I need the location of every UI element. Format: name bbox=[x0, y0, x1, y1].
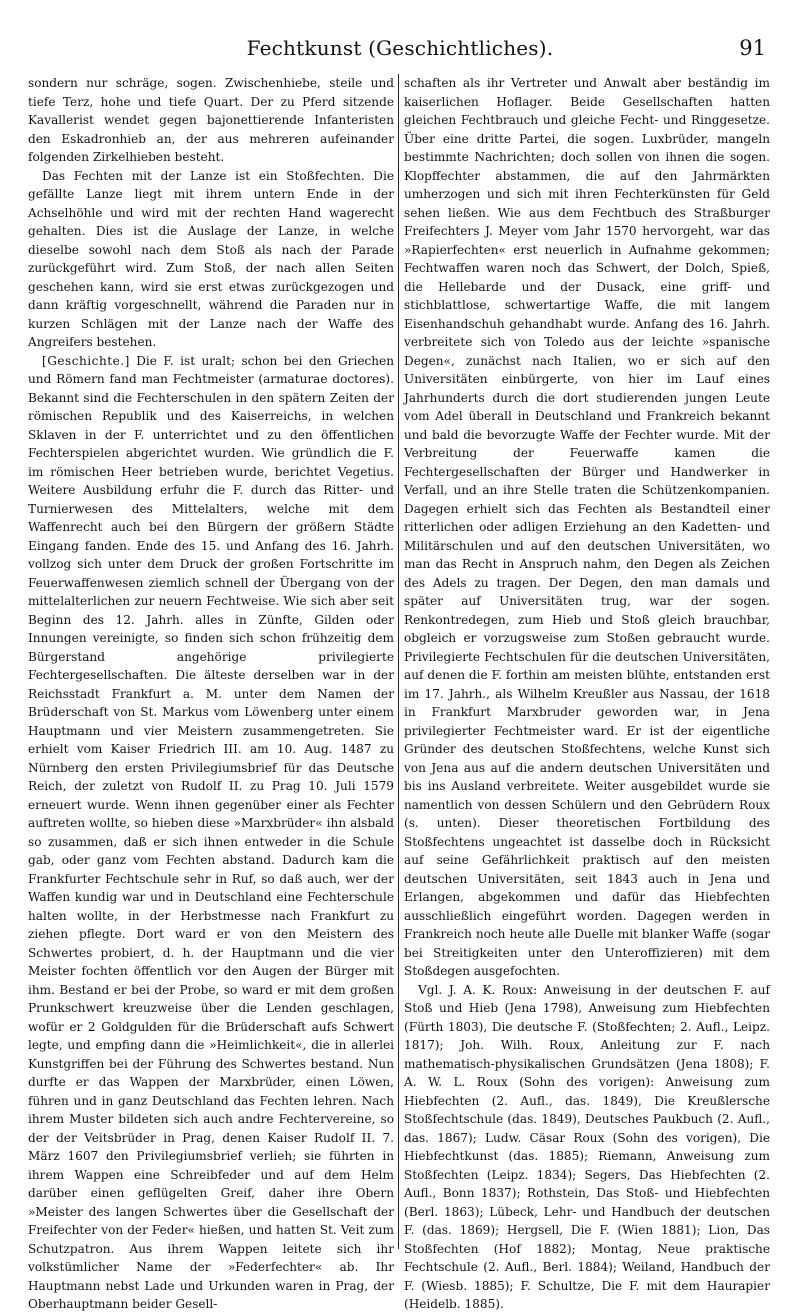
right-column bbox=[404, 74, 770, 1311]
right-paragraph-2-bibliography: Vgl. J. A. K. Roux: Anweisung in der deutschen F. auf Stoß und Hieb (Jena 1798), Anweisung zum Hiebfechten (Fürth 1803), Die deutsche F. (Stoßfechten; 2. Aufl., Leipz. 1817); Joh. Wilh. Roux, Anleitung zur F. nach mathematisch-physikalischen Grundsätzen (Jena 1808); F. A. W. L. Roux (Sohn des vorigen): Anweisung zum Hiebfechten (2. Aufl., das. 1849), Die Kreußlersche Stoßfechtschule (das. 1849), Deutsches Paukbuch (2. Aufl., das. 1867); Ludw. Cäsar Roux (Sohn des vorigen), Die Hiebfechtkunst (das. 1885); Riemann, Anweisung zum Stoßfechten (Leipz. 1834); Segers, Das Hiebfechten (2. Aufl., Bonn 1837); Rothstein, Das Stoß- und Hiebfechten (Berl. 1863); Lübeck, Lehr- und Handbuch der deutschen F. (das. 1869); Hergsell, Die F. (Wien 1881); Lion, Das Stoßfechten (Hof 1882); Montag, Neue praktische Fechtschule (2. Aufl., Berl. 1884); Weiland, Handbuch der F. (Wiesb. 1885); F. Schultze, Die F. mit dem Haurapier (Heidelb. 1885). bbox=[404, 982, 770, 1311]
section-label-geschichte: [Geschichte.] bbox=[42, 353, 130, 368]
left-column bbox=[28, 74, 394, 1311]
left-paragraph-1: sondern nur schräge, sogen. Zwischenhiebe, steile und tiefe Terz, hohe und tiefe Quart. Der zu Pferd sitzende Kavallerist wendet gegen bajonettierende Infanteristen den Eskadronhieb an, der aus mehreren aufeinander folgenden Zirkelhieben besteht. bbox=[28, 76, 394, 164]
left-paragraph-2: Das Fechten mit der Lanze ist ein Stoßfechten. Die gefällte Lanze liegt mit ihrem untern Ende in der Achselhöhle und wird mit der rechten Hand wagerecht gehalten. Dies ist die Auslage der Lanze, in welche dieselbe sowohl nach dem Stoß als nach der Parade zurückgeführt wird. Zum Stoß, der nach allen Seiten geschehen kann, wird sie erst etwas zurückgezogen und dann kräftig vorgeschnellt, während die Paraden nur in kurzen Schlägen mit der Lanze nach der Waffe des Angreifers bestehen. bbox=[28, 168, 394, 349]
left-paragraph-3 bbox=[28, 352, 394, 1314]
column-divider bbox=[398, 74, 399, 1249]
page-header bbox=[28, 36, 772, 70]
page-number: 91 bbox=[739, 36, 766, 60]
right-paragraph-1: schaften als ihr Vertreter und Anwalt aber beständig im kaiserlichen Hoflager. Beide Gesellschaften hatten gleichen Fechtbrauch und gleiche Fecht- und Ringgesetze. Über eine dritte Partei, die sogen. Luxbrüder, mangeln bestimmte Nachrichten; doch sollen von ihnen die sogen. Klopffechter abstammen, die auf den Jahrmärkten umherzogen und sich mit ihren Fechterkünsten für Geld sehen ließen. Wie aus dem Fechtbuch des Straßburger Freifechters J. Meyer vom Jahr 1570 hervorgeht, war das »Rapierfechten« erst neuerlich in Aufnahme gekommen; Fechtwaffen waren noch das Schwert, der Dolch, Spieß, die Hellebarde und der Dusack, eine griff- und stichblattlose, schwertartige Waffe, die mit langem Eisenhandschuh gehandhabt wurde. Anfang des 16. Jahrh. verbreitete sich von Toledo aus der leichte »spanische Degen«, zunächst nach Italien, wo er sich auf den Universitäten einbürgerte, von hier im Lauf eines Jahrhunderts durch die dort studierenden jungen Leute vom Adel überall in Deutschland und Frankreich bekannt und bald die bevorzugte Waffe der Fechter wurde. Mit der Verbreitung der Feuerwaffe kamen die Fechtergesellschaften der Bürger und Handwerker in Verfall, und an ihre Stelle traten die Schützenkompanien. Dagegen erhielt sich das Fechten als Bestandteil einer ritterlichen oder adligen Erziehung an den Kadetten- und Militärschulen und auf den deutschen Universitäten, wo man das Recht in Anspruch nahm, den Degen als Zeichen des Adels zu tragen. Der Degen, den man damals und später auf Universitäten trug, war der sogen. Renkontredegen, zum Hieb und Stoß gleich brauchbar, obgleich er vorzugsweise zum Stoßen gebraucht wurde. Privilegierte Fechtschulen für die deutschen Universitäten, auf denen die F. forthin am meisten blühte, entstanden erst im 17. Jahrh., als Wilhelm Kreußler aus Nassau, der 1618 in Frankfurt Marxbruder geworden war, in Jena privilegierter Fechtmeister ward. Er ist der eigentliche Gründer des deutschen Stoßfechtens, welche Kunst sich von Jena aus auf die andern deutschen Universitäten und bis ins Ausland verbreitete. Weiter ausgebildet wurde sie namentlich von dessen Schülern und den Gebrüdern Roux (s. unten). Dieser theoretischen Fortbildung des Stoßfechtens ungeachtet ist dasselbe doch in Rücksicht auf seine Gefährlichkeit praktisch auf den meisten deutschen Universitäten, seit 1843 auch in Jena und Erlangen, abgekommen und dafür das Hiebfechten ausschließlich eingeführt worden. Dagegen werden in Frankreich noch heute alle Duelle mit blanker Waffe (sogar bei Streitigkeiten unter den Unteroffizieren) mit dem Stoßdegen ausgefochten. bbox=[404, 76, 770, 978]
left-paragraph-3-text: Die F. ist uralt; schon bei den Griechen und Römern fand man Fechtmeister (armaturae doctores). Bekannt sind die Fechterschulen in den spätern Zeiten der römischen Republik und des Kaiserreichs, in welchen Sklaven in der F. unterrichtet und zu den öffentlichen Fechterspielen abgerichtet wurden. Wie gründlich die F. im römischen Heer betrieben wurde, berichtet Vegetius. Weitere Ausbildung erfuhr die F. durch das Ritter- und Turnierwesen des Mittelalters, welche mit dem Waffenrecht auch bei den Bürgern der größern Städte Eingang fanden. Ende des 15. und Anfang des 16. Jahrh. vollzog sich unter dem Druck der großen Fortschritte im Feuerwaffenwesen ziemlich schnell der Übergang von der mittelalterlichen zur neuern Fechtweise. Wie sich aber seit Beginn des 12. Jahrh. alles in Zünfte, Gilden oder Innungen vereinigte, so finden sich schon frühzeitig dem Bürgerstand angehörige privilegierte Fechtergesellschaften. Die älteste derselben war in der Reichsstadt Frankfurt a. M. unter dem Namen der Brüderschaft von St. Markus vom Löwenberg unter einem Hauptmann und vier Meistern zusammengetreten. Sie erhielt vom Kaiser Friedrich III. am 10. Aug. 1487 zu Nürnberg den ersten Privilegiumsbrief für das Deutsche Reich, der zuletzt von Rudolf II. zu Prag 10. Juli 1579 erneuert wurde. Wenn ihnen gegenüber einer als Fechter auftreten wollte, so hieben diese »Marxbrüder« ihn alsbald so zusammen, daß er sich ihnen entweder in die Schule gab, oder ganz vom Fechten abstand. Dadurch kam die Frankfurter Fechtschule sehr in Ruf, so daß auch, wer der Waffen kundig war und in Deutschland eine Fechterschule halten wollte, in der Herbstmesse nach Frankfurt zu ziehen pflegte. Dort ward er von den Meistern des Schwertes probiert, d. h. der Hauptmann und die vier Meister fochten öffentlich vor den Augen der Bürger mit ihm. Bestand er bei der Probe, so ward er mit dem großen Prunkschwert kreuzweise über die Lenden geschlagen, wofür er 2 Goldgulden für die Brüderschaft aufs Schwert legte, und empfing dann die »Heimlichkeit«, die in allerlei Kunstgriffen bei der Führung des Schwertes bestand. Nun durfte er das Wappen der Marxbrüder, einen Löwen, führen und in ganz Deutschland das Fechten lehren. Nach ihrem Muster bildeten sich auch andre Fechtervereine, so der der Veitsbrüder in Prag, denen Kaiser Rudolf II. 7. März 1607 den Privilegiumsbrief verlieh; sie führten in ihrem Wappen eine Schreibfeder und auf dem Helm darüber einen geflügelten Greif, daher ihre Obern »Meister des langen Schwertes über die Gesellschaft der Freifechter von der Feder« hießen, und hatten St. Veit zum Schutzpatron. Aus ihrem Wappen leitete sich ihr volkstümlicher Name der »Federfechter« ab. Ihr Hauptmann nebst Lade und Urkunden waren in Prag, der Oberhauptmann beider Gesell- bbox=[28, 353, 394, 1311]
text-columns bbox=[28, 74, 772, 1311]
page-title: Fechtkunst (Geschichtliches). bbox=[246, 36, 554, 60]
